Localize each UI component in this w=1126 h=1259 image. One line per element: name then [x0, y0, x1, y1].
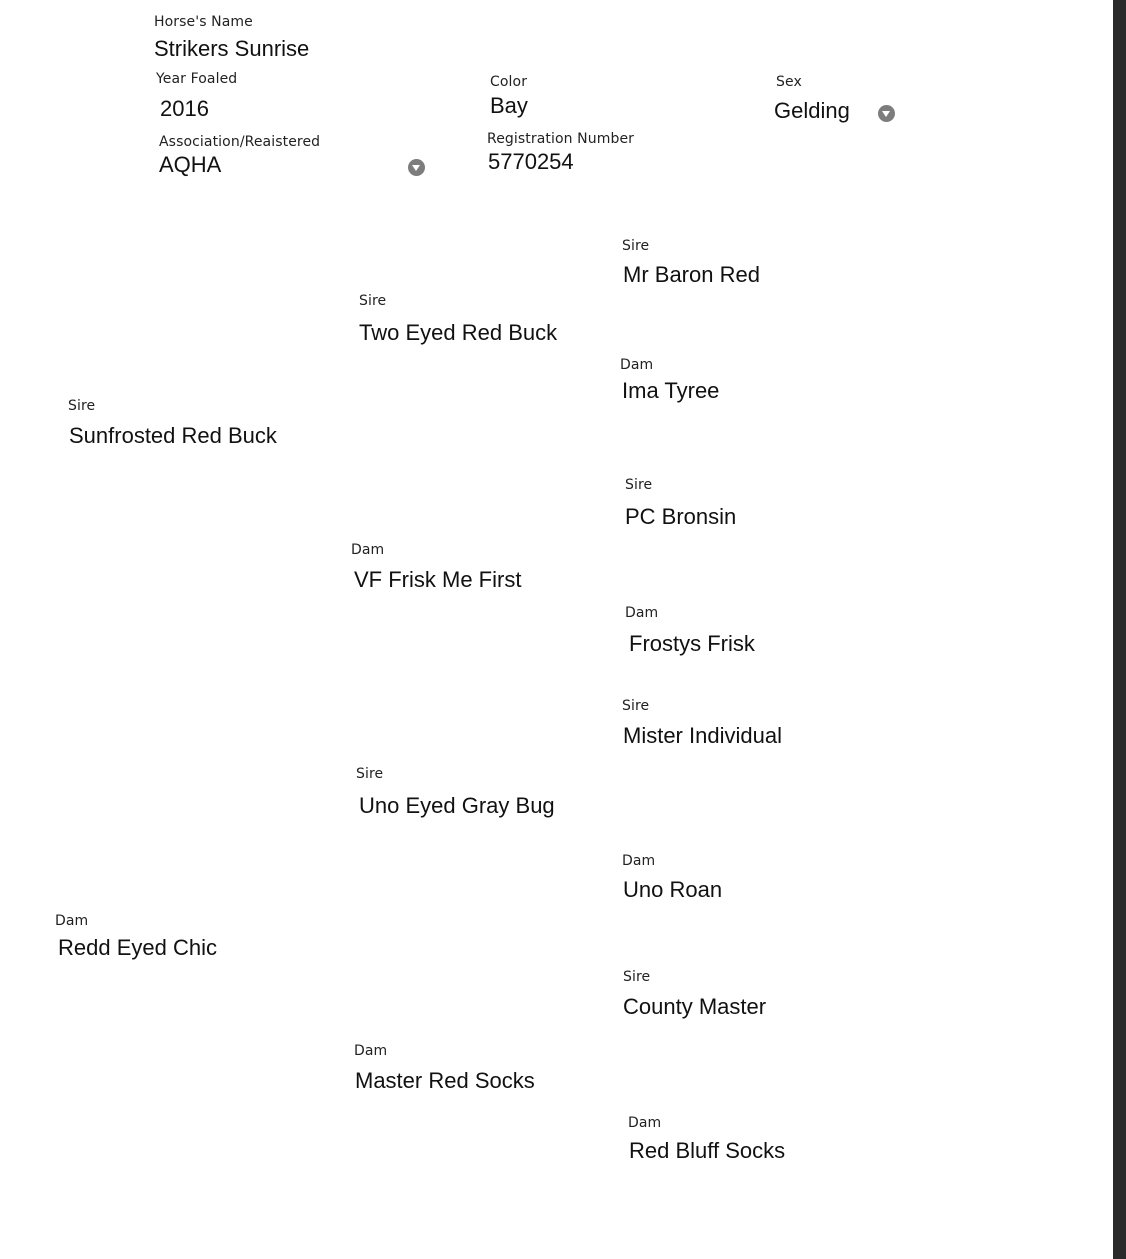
pedigree-dam-dam-label: Dam [354, 1043, 388, 1059]
pedigree-dam-dam-value[interactable]: Master Red Socks [355, 1068, 535, 1093]
association-label: Association/Reaistered [159, 134, 321, 150]
pedigree-sire-value[interactable]: Sunfrosted Red Buck [69, 423, 277, 448]
pedigree-sire-dam-label: Dam [351, 542, 385, 558]
pedigree-sire-dam[interactable] [351, 542, 521, 593]
pedigree-sire-dam-sire[interactable] [625, 477, 736, 530]
pedigree-dam-sire-value[interactable]: Uno Eyed Gray Bug [359, 793, 555, 818]
pedigree-sire-dam-dam[interactable] [625, 605, 755, 657]
pedigree-sire-sire-dam[interactable] [620, 357, 719, 404]
horse-name-value[interactable]: Strikers Sunrise [154, 36, 310, 61]
pedigree-dam-dam-sire-label: Sire [623, 969, 651, 985]
pedigree-sire-sire-dam-value[interactable]: Ima Tyree [622, 378, 720, 403]
pedigree-sire-sire-value[interactable]: Two Eyed Red Buck [359, 320, 558, 345]
pedigree-sire-sire-label: Sire [359, 293, 387, 309]
registration-number-field[interactable] [487, 131, 634, 175]
association-dropdown-arrow-icon[interactable] [408, 159, 425, 176]
year-foaled-label: Year Foaled [156, 71, 238, 87]
pedigree-dam[interactable] [55, 913, 217, 961]
pedigree-dam-dam-dam[interactable] [628, 1115, 785, 1164]
sex-value[interactable]: Gelding [774, 98, 850, 123]
pedigree-sire-sire-sire-label: Sire [622, 238, 650, 254]
pedigree-sire-dam-sire-value[interactable]: PC Bronsin [625, 504, 737, 529]
pedigree-sire-dam-dam-value[interactable]: Frostys Frisk [629, 631, 755, 656]
pedigree-dam-sire[interactable] [356, 766, 555, 819]
pedigree-dam-dam-dam-value[interactable]: Red Bluff Socks [629, 1138, 786, 1163]
pedigree-dam-label: Dam [55, 913, 89, 929]
pedigree-dam-value[interactable]: Redd Eyed Chic [58, 935, 217, 960]
pedigree-sire-label: Sire [68, 398, 96, 414]
year-foaled-value[interactable]: 2016 [160, 96, 209, 121]
pedigree-dam-sire-dam[interactable] [622, 853, 722, 903]
registration-number-label: Registration Number [487, 131, 635, 147]
pedigree-dam-dam-dam-label: Dam [628, 1115, 662, 1131]
pedigree-dam-dam[interactable] [354, 1043, 535, 1094]
pedigree-dam-sire-sire-value[interactable]: Mister Individual [623, 723, 782, 748]
pedigree-sire-sire-dam-label: Dam [620, 357, 654, 373]
year-foaled-field[interactable] [156, 71, 237, 122]
sex-label: Sex [776, 74, 802, 90]
pedigree-sire-sire-sire[interactable] [622, 238, 760, 288]
pedigree-sire-dam-dam-label: Dam [625, 605, 659, 621]
pedigree-sire-dam-value[interactable]: VF Frisk Me First [354, 567, 522, 592]
color-value[interactable]: Bay [490, 93, 528, 118]
pedigree-dam-sire-label: Sire [356, 766, 384, 782]
sex-dropdown-arrow-icon[interactable] [878, 105, 895, 122]
pedigree-sire-dam-sire-label: Sire [625, 477, 653, 493]
pedigree-sire-sire-sire-value[interactable]: Mr Baron Red [623, 262, 760, 287]
pedigree-dam-sire-dam-label: Dam [622, 853, 656, 869]
window-edge [1113, 0, 1126, 1259]
pedigree-dam-dam-sire[interactable] [623, 969, 766, 1020]
pedigree-dam-sire-sire[interactable] [622, 698, 782, 749]
association-field[interactable] [159, 134, 320, 178]
pedigree-sire-sire[interactable] [359, 293, 557, 346]
color-label: Color [490, 74, 528, 90]
horse-name-label: Horse's Name [154, 14, 253, 30]
pedigree-sire[interactable] [68, 398, 277, 449]
pedigree-dam-sire-sire-label: Sire [622, 698, 650, 714]
sex-field[interactable] [774, 74, 850, 124]
horse-name-field[interactable] [154, 14, 309, 62]
registration-number-value[interactable]: 5770254 [488, 149, 574, 174]
pedigree-dam-sire-dam-value[interactable]: Uno Roan [623, 877, 723, 902]
association-value[interactable]: AQHA [159, 152, 222, 177]
color-field[interactable] [490, 74, 528, 119]
pedigree-dam-dam-sire-value[interactable]: County Master [623, 994, 767, 1019]
